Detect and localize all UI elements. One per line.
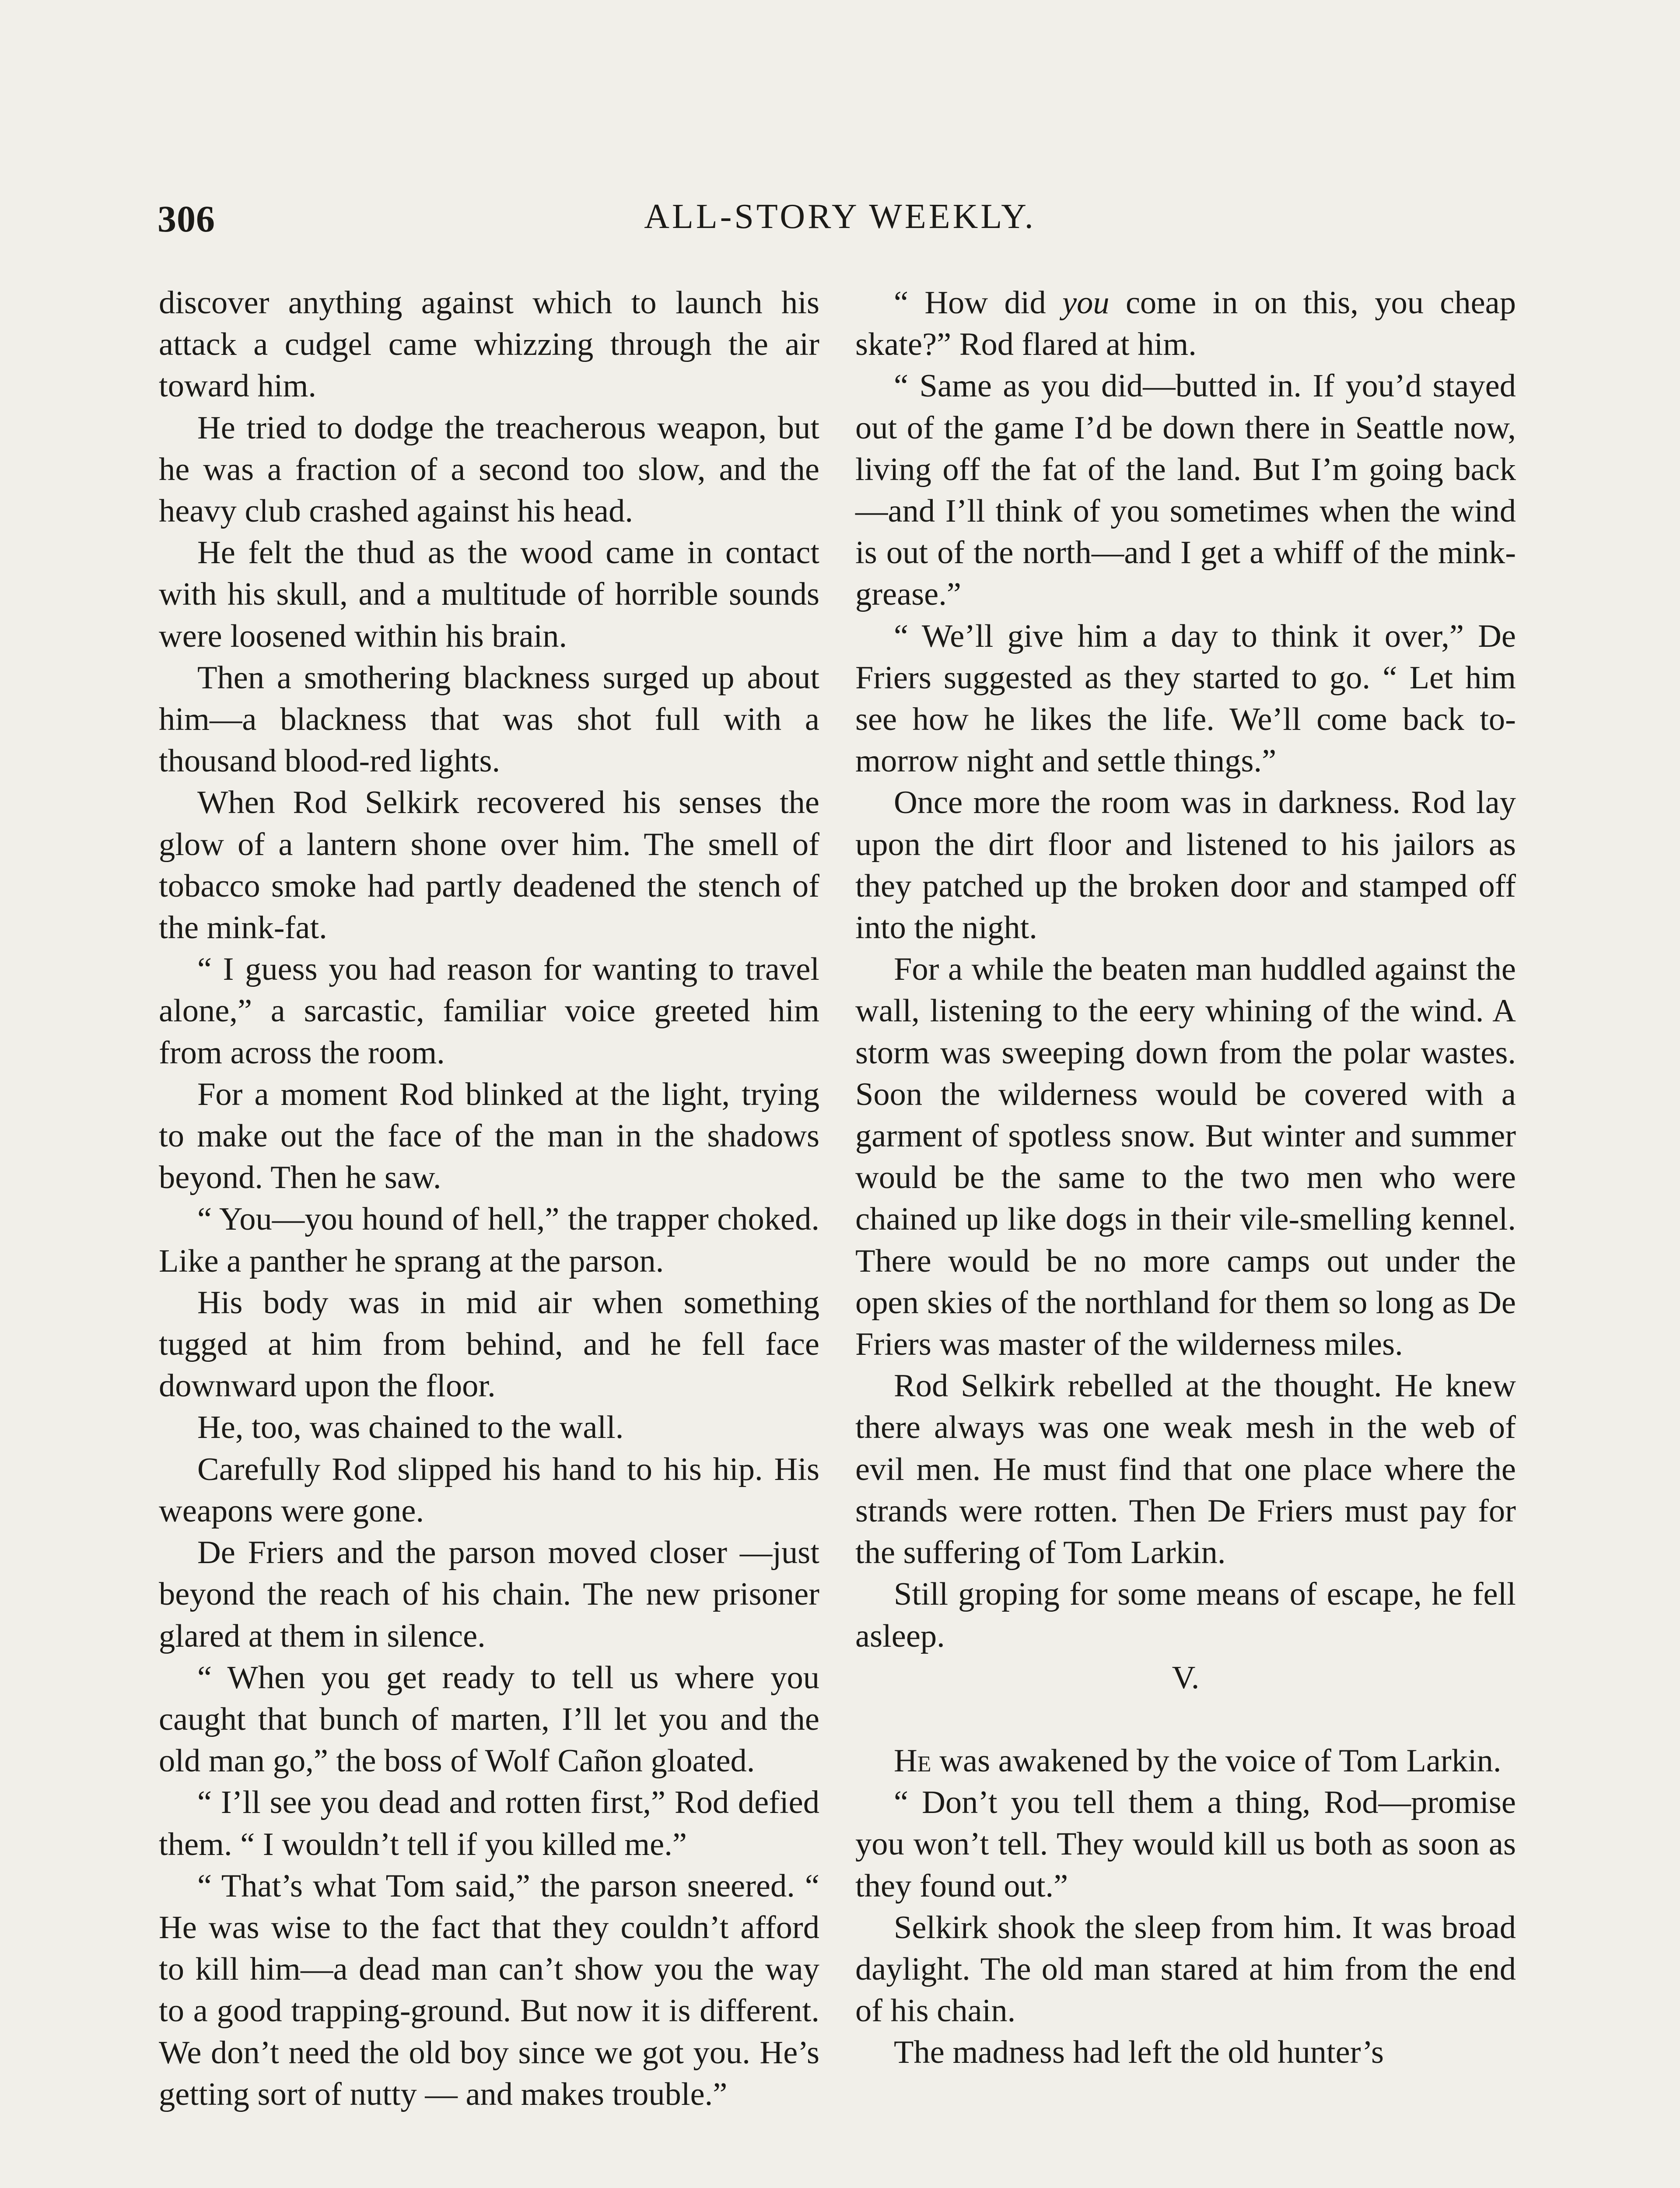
paragraph: He tried to dodge the treacherous weapon, but he was a fraction of a second too slow, and the heavy club crashed against his head.: [159, 410, 819, 529]
page-number: 306: [158, 198, 215, 240]
paragraph: His body was in mid air when something tugged at him from behind, and he fell face downward upon the floor.: [159, 1284, 819, 1404]
paragraph: For a moment Rod blinked at the light, trying to make out the face of the man in the shadows beyond. Then he saw.: [159, 1076, 819, 1196]
paragraph: “ You—you hound of hell,” the trapper choked. Like a panther he sprang at the parson.: [159, 1201, 819, 1279]
paragraph: For a while the beaten man huddled against the wall, listening to the eery whining of the wind. A storm was sweeping down from the polar wastes. Soon the wilderness would be covered with a garment of spotless snow. But winter and summer would be the same to the two men who were chained up like dogs in their vile-smelling kennel. There would be no more camps out under the open skies of the northland for them so long as De Friers was master of the wilderness miles.: [855, 951, 1516, 1363]
paragraph: “ Don’t you tell them a thing, Rod—promise you won’t tell. They would kill us both as soon as they found out.”: [855, 1785, 1516, 1904]
paragraph: “ I’ll see you dead and rotten first,” Rod defied them. “ I wouldn’t tell if you killed me.”: [159, 1785, 819, 1862]
paragraph: [855, 282, 1516, 365]
paragraph: Rod Selkirk rebelled at the thought. He knew there always was one weak mesh in the web of evil men. He must find that one place where the strands were rotten. Then De Friers must pay for the suffering of Tom Larkin.: [855, 1368, 1516, 1571]
paragraph: Once more the room was in darkness. Rod lay upon the dirt floor and listened to his jailors as they patched up the broken door and stamped off into the night.: [855, 785, 1516, 946]
paragraph-text: was awakened by the voice of Tom Larkin.: [931, 1743, 1502, 1779]
paragraph: “ We’ll give him a day to think it over,” De Friers suggested as they started to go. “ Let him see how he likes the life. We’ll come back to-morrow night and settle things.”: [855, 618, 1516, 779]
paragraph: De Friers and the parson moved closer —just beyond the reach of his chain. The new prisoner glared at them in silence.: [159, 1535, 819, 1654]
paragraph: [855, 1740, 1516, 1782]
paragraph: Then a smothering blackness surged up about him—a blackness that was shot full with a thousand blood-red lights.: [159, 659, 819, 779]
paragraph: The madness had left the old hunter’s: [894, 2034, 1384, 2071]
right-column: [855, 282, 1516, 2074]
paragraph: discover anything against which to launch his attack a cudgel came whizzing through the air toward him.: [159, 285, 819, 404]
left-column: [159, 282, 819, 2115]
paragraph: “ I guess you had reason for wanting to travel alone,” a sarcastic, familiar voice greeted him from across the room.: [159, 951, 819, 1071]
page-header: [158, 197, 1522, 254]
paragraph-text: “ How did: [894, 285, 1063, 321]
running-head: ALL-STORY WEEKLY.: [644, 197, 1036, 236]
opening-word: He: [894, 1743, 931, 1779]
paragraph: Selkirk shook the sleep from him. It was broad daylight. The old man stared at him from the end of his chain.: [855, 1909, 1516, 2029]
paragraph: He, too, was chained to the wall.: [197, 1410, 624, 1446]
emphasized-word: you: [1062, 285, 1110, 321]
section-heading: V.: [1172, 1659, 1200, 1696]
paragraph: When Rod Selkirk recovered his senses the glow of a lantern shone over him. The smell of tobacco smoke had partly deadened the stench of the mink-fat.: [159, 785, 819, 946]
paragraph: “ That’s what Tom said,” the parson sneered. “ He was wise to the fact that they couldn’t afford to kill him—a dead man can’t show you the way to a good trapping-ground. But now it is different. We don’t need the old boy since we got you. He’s getting sort of nutty — and makes trouble.”: [159, 1868, 819, 2112]
paragraph: He felt the thud as the wood came in contact with his skull, and a multitude of horrible sounds were loosened within his brain.: [159, 535, 819, 654]
paragraph: “ When you get ready to tell us where you caught that bunch of marten, I’ll let you and the old man go,” the boss of Wolf Cañon gloated.: [159, 1659, 819, 1779]
paragraph-text: come in on this, you cheap skate?” Rod flared at him.: [855, 285, 1516, 363]
paragraph: Still groping for some means of escape, he fell asleep.: [855, 1576, 1516, 1654]
paragraph: “ Same as you did—butted in. If you’d stayed out of the game I’d be down there in Seattle now, living off the fat of the land. But I’m going back—and I’ll think of you sometimes when the wind is out of the north—and I get a whiff of the mink-grease.”: [855, 368, 1516, 613]
paragraph: Carefully Rod slipped his hand to his hip. His weapons were gone.: [159, 1451, 819, 1529]
